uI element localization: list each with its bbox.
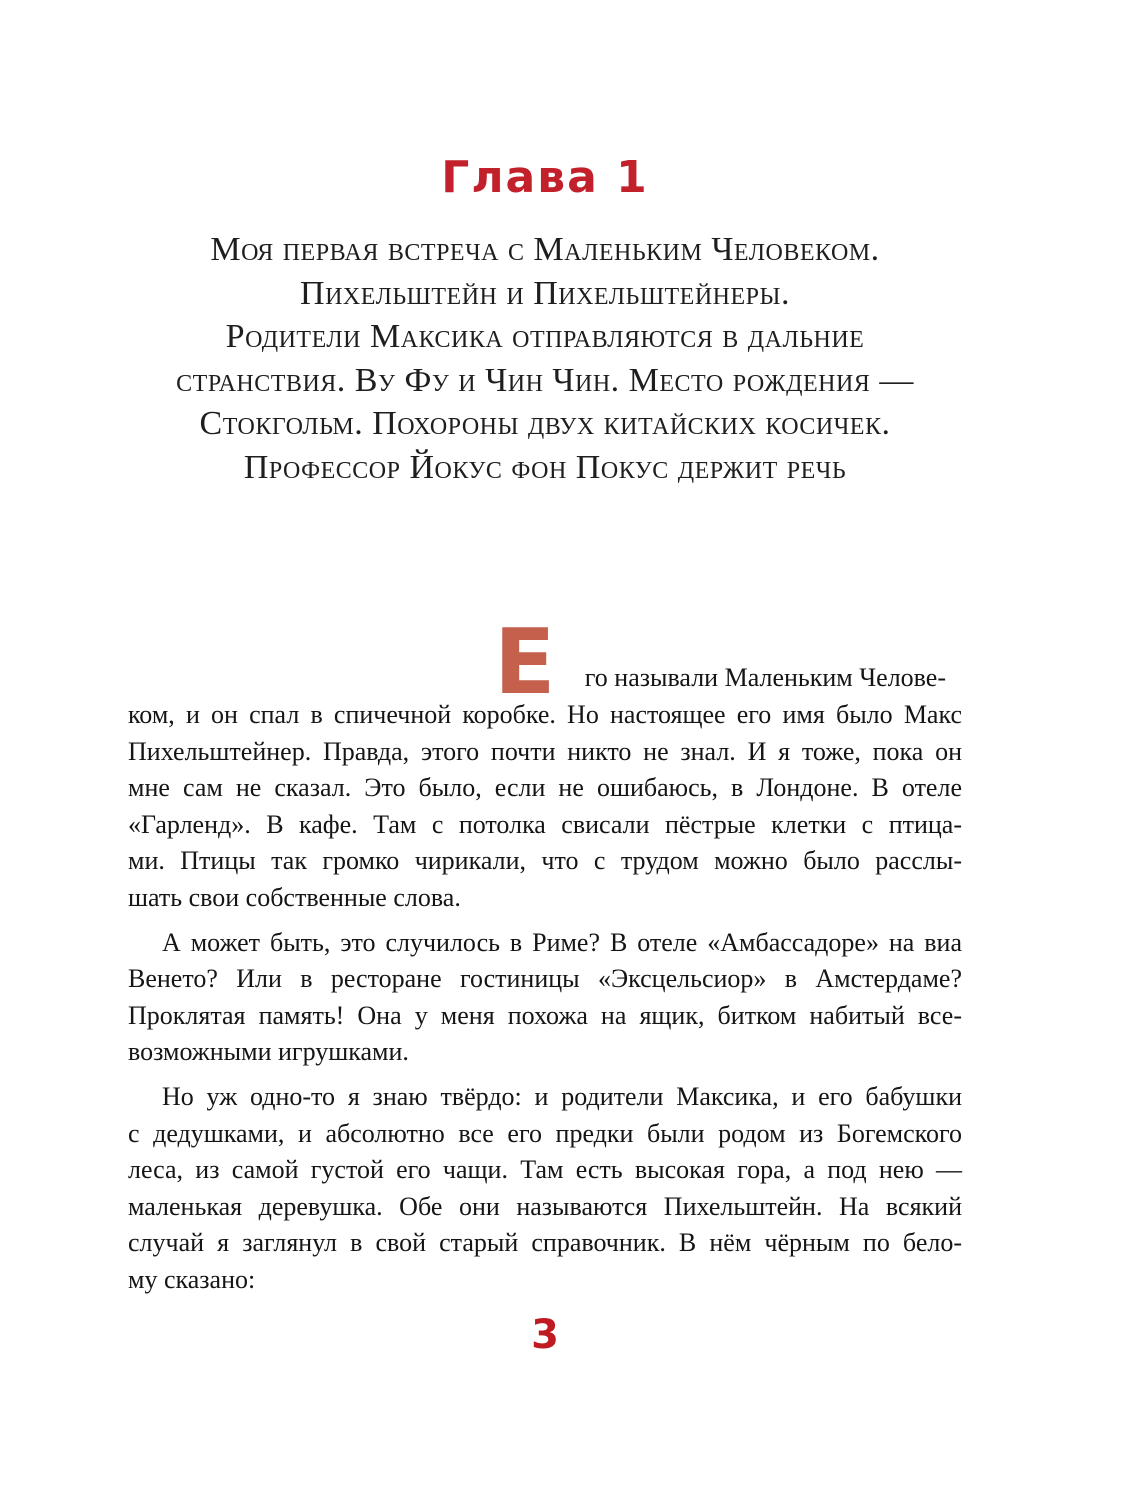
body-line: леса, из самой густой его чащи. Там есть высокая гора, а под нею — <box>128 1155 962 1185</box>
body-line: Но уж одно-то я знаю твёрдо: и родители Максика, и его бабушки <box>162 1081 962 1111</box>
body-line: Венето? Или в ресторане гостиницы «Эксцельсиор» в Амстердаме? <box>128 964 962 994</box>
body-line: «Гарленд». В кафе. Там с потолка свисали пёстрые клетки с птица- <box>128 809 962 839</box>
body-line: шать свои собственные слова. <box>128 882 461 912</box>
subtitle-line: странствия. Ву Фу и Чин Чин. Место рождения — <box>176 361 914 399</box>
page-number: 3 <box>531 1312 559 1358</box>
drop-cap: Е <box>494 609 556 715</box>
body-line: ком, и он спал в спичечной коробке. Но настоящее его имя было Макс <box>128 700 962 729</box>
body-line: Проклятая память! Она у меня похожа на ящик, битком набитый все- <box>128 1000 962 1030</box>
body-line: возможными игрушками. <box>128 1037 409 1067</box>
subtitle-line: Профессор Йокус фон Покус держит речь <box>243 448 847 486</box>
body-line: случай я заглянул в свой старый справочник. В нём чёрным по бело- <box>128 1228 962 1258</box>
first-line-text: го называли Маленьким Челове- <box>584 663 946 693</box>
body-line: ми. Птицы так громко чирикали, что с трудом можно было расслы- <box>128 846 962 876</box>
body-line: с дедушками, и абсолютно все его предки были родом из Богемского <box>128 1118 962 1148</box>
subtitle-line: Моя первая встреча с Маленьким Человеком. <box>210 231 880 268</box>
subtitle-line: Стокгольм. Похороны двух китайских косичек. <box>199 405 891 442</box>
subtitle-line: Пихельштейн и Пихельштейнеры. <box>300 274 790 312</box>
body-line: маленькая деревушка. Обе они называются Пихельштейн. На всякий <box>128 1191 962 1221</box>
body-line: Пихельштейнер. Правда, этого почти никто не знал. И я тоже, пока он <box>128 736 962 766</box>
chapter-subtitle <box>128 228 962 489</box>
body-line: А может быть, это случилось в Риме? В отеле «Амбассадоре» на виа <box>162 927 962 957</box>
body-line: мне сам не сказал. Это было, если не ошибаюсь, в Лондоне. В отеле <box>128 773 962 803</box>
subtitle-line: Родители Максика отправляются в дальние <box>225 318 865 355</box>
body-line: му сказано: <box>128 1264 256 1294</box>
chapter-title: Глава 1 <box>441 152 649 203</box>
body-text <box>128 609 962 1299</box>
